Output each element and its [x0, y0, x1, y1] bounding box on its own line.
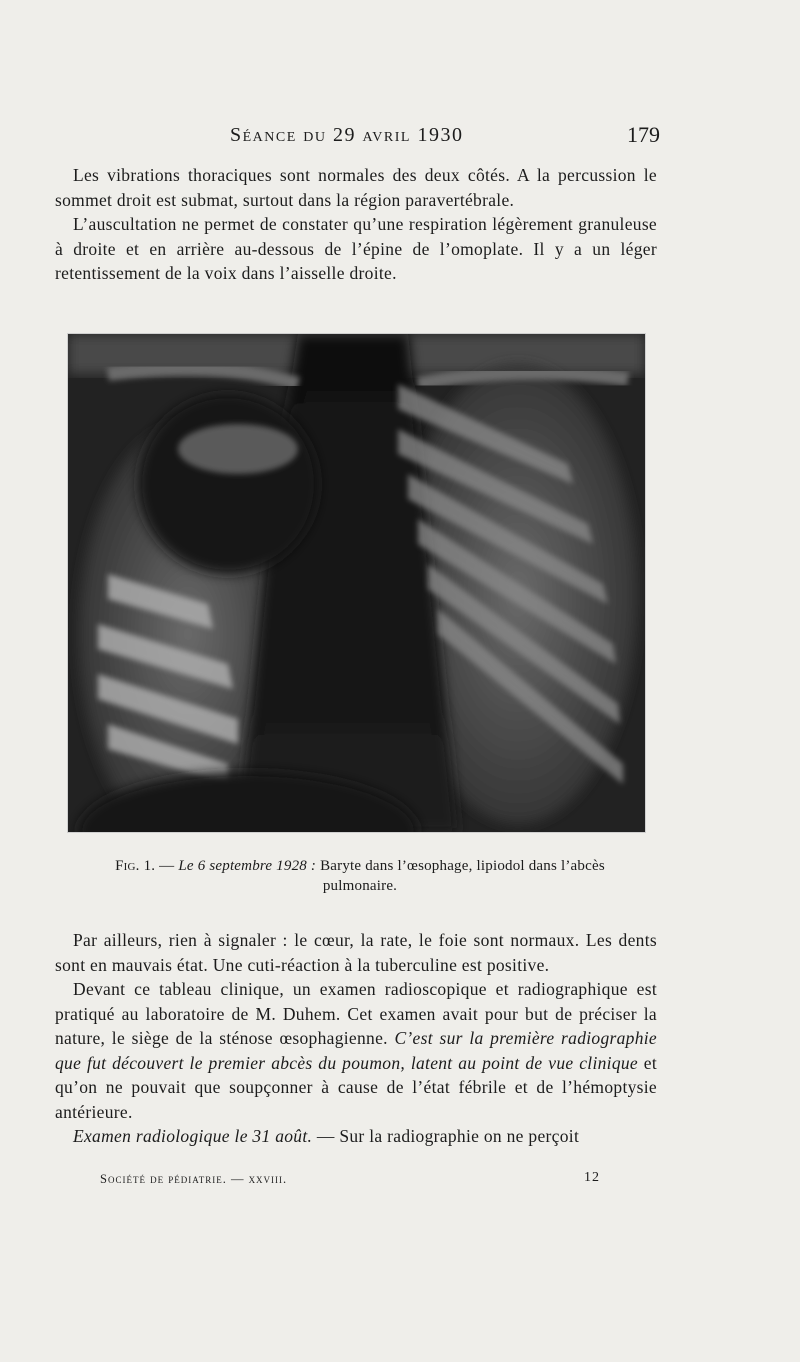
caption-text: Baryte dans l’œsophage, lipiodol dans l’abcès pulmonaire.	[316, 858, 605, 894]
running-title: Séance du 29 avril 1930	[230, 124, 464, 146]
paragraph-auscultation: L’auscultation ne permet de constater qu’une respiration légèrement granuleuse à droite et en arrière au-dessous de l’épine de l’omoplate. Il y a un léger retentissement de la voix dans l’aisselle droite.	[55, 214, 657, 283]
radiologique-text: — Sur la radiographie on ne perçoit	[312, 1126, 580, 1146]
chest-radiograph-image	[68, 334, 645, 832]
caption-dash: —	[155, 858, 179, 874]
top-text-block	[55, 163, 657, 286]
paragraph-vibrations: Les vibrations thoraciques sont normales des deux côtés. A la percussion le sommet droit est submat, surtout dans la région paravertébrale.	[55, 165, 657, 210]
caption-date: Le 6 septembre 1928 :	[178, 858, 317, 874]
examen-text: Devant ce tableau clinique, un examen radioscopique et radiographique est pratiqué au laboratoire de M. Duhem. Cet examen avait pour but de préciser la nature, le siège de la sténose œsophagienne.	[55, 979, 657, 1048]
page-number: 179	[627, 122, 660, 147]
sheet-signature: 12	[584, 1170, 600, 1185]
bottom-text-block	[55, 928, 657, 1149]
figure-label: Fig. 1.	[115, 858, 156, 874]
paragraph-signs: Par ailleurs, rien à signaler : le cœur, la rate, le foie sont normaux. Les dents sont en mauvais état. Une cuti-réaction à la tuberculine est positive.	[55, 930, 657, 975]
radiologique-heading: Examen radiologique le 31 août.	[73, 1126, 313, 1146]
paragraph-examen	[55, 977, 657, 1124]
examen-italic: C’est sur la première radiographie que fut découvert le premier abcès du poumon, latent au point de vue clinique	[55, 1028, 657, 1073]
journal-signature: Société de pédiatrie. — xxviii.	[100, 1172, 288, 1186]
page-footer	[100, 1170, 600, 1190]
running-header	[230, 120, 660, 152]
figure-caption	[100, 856, 620, 896]
paragraph-radiologique	[55, 1124, 657, 1149]
examen-text-end: et qu’on ne pouvait que soupçonner à cause de l’état fébrile et de l’hémoptysie antérieure.	[55, 1052, 658, 1122]
radiograph-figure	[67, 333, 646, 833]
